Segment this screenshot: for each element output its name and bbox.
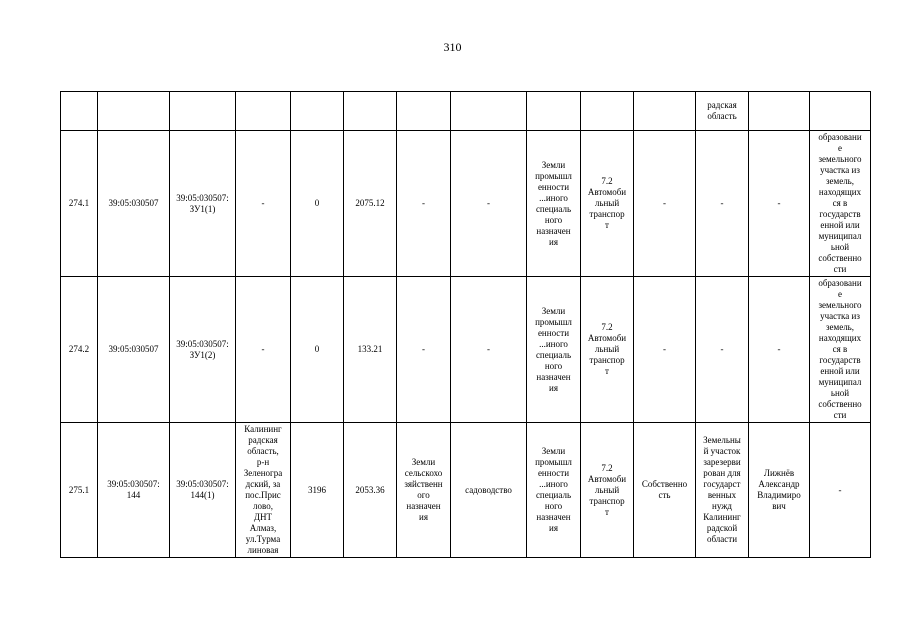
seized-area-cell <box>344 92 397 131</box>
table-row <box>61 277 871 423</box>
row-number-cell: 275.1 <box>61 423 98 558</box>
total-area-cell: 0 <box>291 131 344 277</box>
planned-use-cell: 7.2 Автомоби льный транспор т <box>581 131 634 277</box>
parcel-id-cell: 39:05:030507: ЗУ1(2) <box>170 277 236 423</box>
planned-use-cell: 7.2 Автомоби льный транспор т <box>581 423 634 558</box>
current-category-cell <box>397 92 451 131</box>
planned-category-cell: Земли промышл енности ...иного специаль ного назначен ия <box>527 423 581 558</box>
cadastral-block-cell: 39:05:030507 <box>98 131 170 277</box>
parcel-id-cell <box>170 92 236 131</box>
note-cell <box>810 92 871 131</box>
planned-category-cell: Земли промышл енности ...иного специаль ного назначен ия <box>527 277 581 423</box>
encumbrance-cell: радская область <box>696 92 749 131</box>
note-cell: образовани е земельного участка из земель, находящих ся в государств енной или муниципал ьной собственно сти <box>810 277 871 423</box>
address-cell: - <box>236 277 291 423</box>
holder-cell: Лижнёв Александр Владимиро вич <box>749 423 810 558</box>
total-area-cell: 0 <box>291 277 344 423</box>
planned-category-cell <box>527 92 581 131</box>
address-cell: - <box>236 131 291 277</box>
current-category-cell: Земли сельскохо зяйственн ого назначен ия <box>397 423 451 558</box>
current-use-cell: садоводство <box>451 423 527 558</box>
current-use-cell <box>451 92 527 131</box>
row-number-cell <box>61 92 98 131</box>
planned-category-cell: Земли промышл енности ...иного специаль ного назначен ия <box>527 131 581 277</box>
planned-use-cell <box>581 92 634 131</box>
table-row <box>61 423 871 558</box>
cadastral-block-cell: 39:05:030507 <box>98 277 170 423</box>
cadastral-block-cell <box>98 92 170 131</box>
right-type-cell: - <box>634 277 696 423</box>
encumbrance-cell: - <box>696 277 749 423</box>
row-number-cell: 274.1 <box>61 131 98 277</box>
holder-cell: - <box>749 277 810 423</box>
current-use-cell: - <box>451 277 527 423</box>
right-type-cell <box>634 92 696 131</box>
total-area-cell <box>291 92 344 131</box>
total-area-cell: 3196 <box>291 423 344 558</box>
right-type-cell: - <box>634 131 696 277</box>
right-type-cell: Собственно сть <box>634 423 696 558</box>
address-cell: Калининг радская область, р-н Зеленогра дский, за пос.Прис лово, ДНТ Алмаз, ул.Турма линовая <box>236 423 291 558</box>
note-cell: образовани е земельного участка из земель, находящих ся в государств енной или муниципал ьной собственно сти <box>810 131 871 277</box>
seized-area-cell: 2053.36 <box>344 423 397 558</box>
cadastral-block-cell: 39:05:030507: 144 <box>98 423 170 558</box>
current-category-cell: - <box>397 277 451 423</box>
encumbrance-cell: Земельны й участок зарезерви рован для государст венных нужд Калининг радской области <box>696 423 749 558</box>
holder-cell: - <box>749 131 810 277</box>
land-registry-table <box>60 91 871 558</box>
row-number-cell: 274.2 <box>61 277 98 423</box>
current-category-cell: - <box>397 131 451 277</box>
planned-use-cell: 7.2 Автомоби льный транспор т <box>581 277 634 423</box>
seized-area-cell: 2075.12 <box>344 131 397 277</box>
page-number: 310 <box>443 40 462 54</box>
table-row <box>61 131 871 277</box>
encumbrance-cell: - <box>696 131 749 277</box>
address-cell <box>236 92 291 131</box>
holder-cell <box>749 92 810 131</box>
table-row <box>61 92 871 131</box>
seized-area-cell: 133.21 <box>344 277 397 423</box>
note-cell: - <box>810 423 871 558</box>
parcel-id-cell: 39:05:030507: ЗУ1(1) <box>170 131 236 277</box>
parcel-id-cell: 39:05:030507: 144(1) <box>170 423 236 558</box>
current-use-cell: - <box>451 131 527 277</box>
